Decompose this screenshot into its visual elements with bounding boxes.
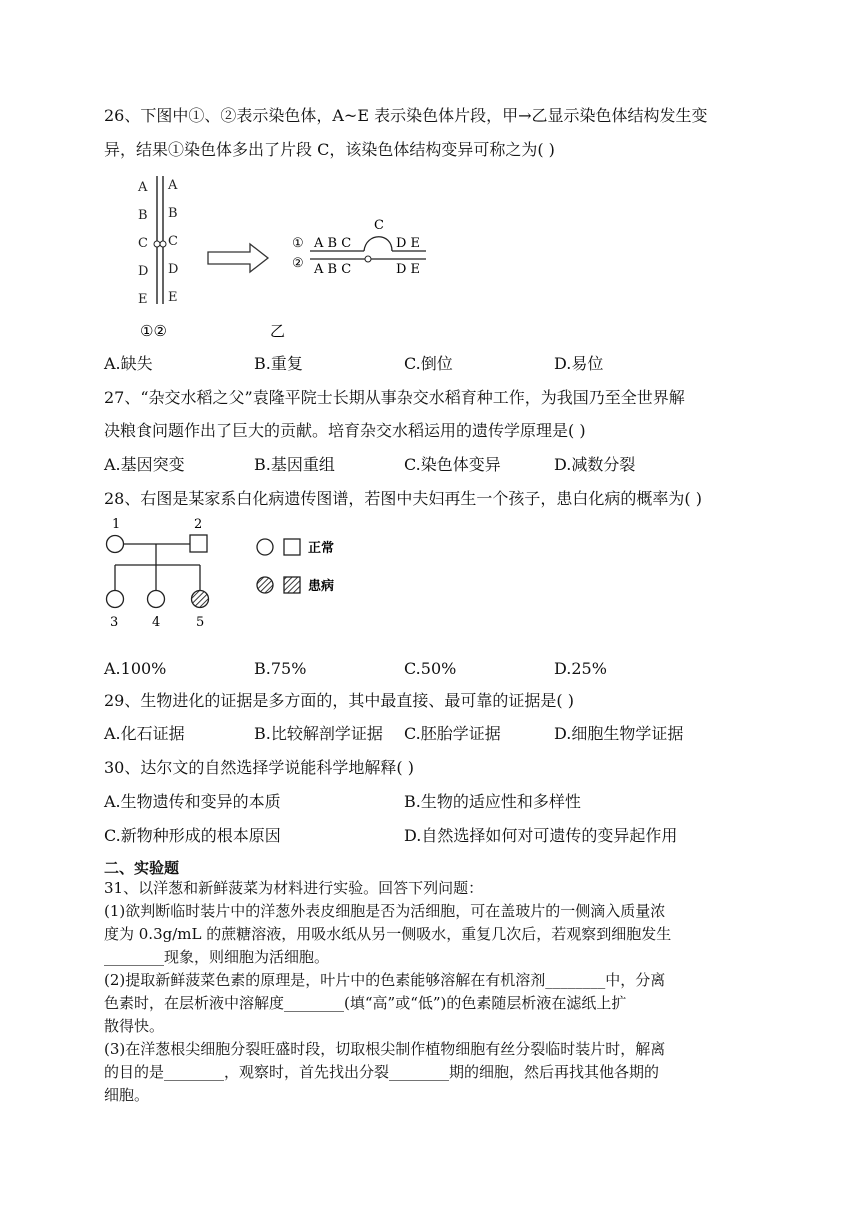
pedigree-number-5: 5 (196, 615, 205, 630)
left-letter: C (138, 236, 148, 251)
pedigree-figure (100, 514, 360, 632)
transform-arrow-icon (208, 244, 268, 272)
row1-tail: D E (396, 236, 421, 251)
legend-affected-square (284, 577, 300, 593)
q29-option-a[interactable]: A.化石证据 (104, 724, 185, 743)
q30-option-a[interactable]: A.生物遗传和变异的本质 (104, 792, 281, 811)
q27-stem-line1: 27、“杂交水稻之父”袁隆平院士长期从事杂交水稻育种工作，为我国乃至全世界解 (104, 388, 685, 407)
q31-part2-line2: 色素时，在层析液中溶解度________(填“高”或“低”)的色素随层析液在滤纸上扩 (104, 994, 627, 1012)
row1-loop-label: C (374, 218, 384, 233)
q31-part3-line3: 细胞。 (104, 1086, 150, 1104)
q29-stem-line1: 29、生物进化的证据是多方面的，其中最直接、最可靠的证据是( ) (104, 691, 574, 710)
q31-part2-line3: 散得快。 (104, 1017, 165, 1035)
pedigree-number-1: 1 (112, 517, 121, 532)
pedigree-male-2 (190, 535, 207, 552)
left-letter: D (138, 264, 149, 279)
legend-normal-circle (257, 539, 273, 555)
row2-centromere (365, 256, 371, 262)
q31-part1-line2: 度为 0.3g/mL 的蔗糖溶液，用吸水纸从另一侧吸水，重复几次后，若观察到细胞发生 (104, 925, 672, 943)
q27-option-a[interactable]: A.基因突变 (104, 455, 185, 474)
pedigree-female-1 (107, 536, 124, 553)
pedigree-affected-female-5 (192, 591, 209, 608)
legend-normal-label: 正常 (308, 541, 335, 556)
q29-option-c[interactable]: C.胚胎学证据 (404, 724, 501, 743)
q28-option-d[interactable]: D.25% (554, 659, 607, 678)
right-letter: D (168, 262, 179, 277)
q29-option-d[interactable]: D.细胞生物学证据 (554, 724, 684, 743)
right-letter: A (168, 178, 178, 193)
q28-option-a[interactable]: A.100% (104, 659, 167, 678)
q26-stem-line2: 异，结果①染色体多出了片段 C，该染色体结构变异可称之为( ) (104, 140, 555, 159)
q30-stem-line1: 30、达尔文的自然选择学说能科学地解释( ) (104, 758, 414, 777)
q26-option-c[interactable]: C.倒位 (404, 354, 453, 373)
q26-option-d[interactable]: D.易位 (554, 354, 604, 373)
q31-part3-line2: 的目的是________，观察时，首先找出分裂________期的细胞，然后再找其他各期的 (104, 1063, 660, 1081)
row2-label: ② (292, 256, 304, 271)
q26-option-a[interactable]: A.缺失 (104, 354, 153, 373)
section-title: 二、实验题 (104, 859, 180, 877)
q26-stem-line1: 26、下图中①、②表示染色体，A~E 表示染色体片段，甲→乙显示染色体结构发生变 (104, 106, 708, 125)
centromere-2 (160, 241, 166, 247)
left-letter: A (138, 180, 148, 195)
right-letter: C (168, 234, 178, 249)
q31-part2-line1: (2)提取新鲜菠菜色素的原理是，叶片中的色素能够溶解在有机溶剂________中，分离 (104, 971, 666, 989)
q28-option-c[interactable]: C.50% (404, 659, 457, 678)
q28-option-b[interactable]: B.75% (254, 659, 307, 678)
chromosome-figure (130, 170, 440, 350)
caption-right: 乙 (270, 322, 286, 340)
q31-part3-line1: (3)在洋葱根尖细胞分裂旺盛时段，切取根尖制作植物细胞有丝分裂临时装片时，解离 (104, 1040, 666, 1058)
pedigree-female-4 (148, 591, 165, 608)
q28-stem-line1: 28、右图是某家系白化病遗传图谱，若图中夫妇再生一个孩子，患白化病的概率为( ) (104, 489, 702, 508)
q27-option-b[interactable]: B.基因重组 (254, 455, 335, 474)
pedigree-female-3 (107, 591, 124, 608)
pedigree-number-2: 2 (194, 517, 203, 532)
q30-option-d[interactable]: D.自然选择如何对可遗传的变异起作用 (404, 826, 678, 845)
centromere-1 (154, 241, 160, 247)
q27-option-d[interactable]: D.减数分裂 (554, 455, 636, 474)
q31-stem: 31、以洋葱和新鲜菠菜为材料进行实验。回答下列问题： (104, 879, 484, 897)
legend-affected-label: 患病 (308, 579, 335, 594)
q29-option-b[interactable]: B.比较解剖学证据 (254, 724, 383, 743)
q26-option-b[interactable]: B.重复 (254, 354, 303, 373)
q27-option-c[interactable]: C.染色体变异 (404, 455, 501, 474)
row2-segments: A B C (314, 262, 352, 277)
caption-left: ①② (140, 322, 167, 340)
pedigree-number-3: 3 (110, 615, 119, 630)
legend-normal-square (284, 539, 300, 555)
row2-tail: D E (396, 262, 421, 277)
right-letter: B (168, 206, 178, 221)
legend-affected-circle (257, 577, 273, 593)
q31-part1-line3: ________现象，则细胞为活细胞。 (104, 948, 330, 966)
left-letter: B (138, 208, 148, 223)
row1-loop (364, 237, 392, 251)
pedigree-number-4: 4 (152, 615, 161, 630)
right-letter: E (168, 290, 178, 305)
q30-option-b[interactable]: B.生物的适应性和多样性 (404, 792, 581, 811)
q27-stem-line2: 决粮食问题作出了巨大的贡献。培育杂交水稻运用的遗传学原理是( ) (104, 421, 586, 440)
row1-segments: A B C (314, 236, 352, 251)
q31-part1-line1: (1)欲判断临时装片中的洋葱外表皮细胞是否为活细胞，可在盖玻片的一侧滴入质量浓 (104, 902, 666, 920)
q30-option-c[interactable]: C.新物种形成的根本原因 (104, 826, 281, 845)
left-letter: E (138, 292, 148, 307)
row1-label: ① (292, 236, 304, 251)
